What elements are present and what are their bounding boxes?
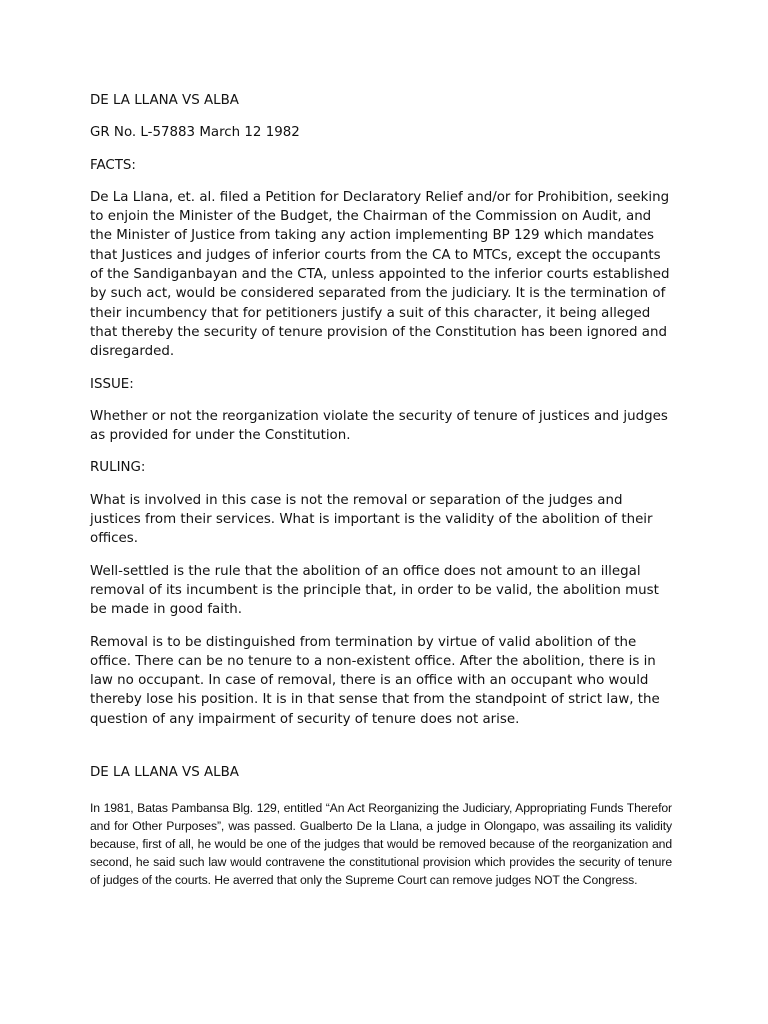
summary-paragraph: In 1981, Batas Pambansa Blg. 129, entitled “An Act Reorganizing the Judiciary, Appropriating Funds Therefor and for Other Purposes”, was passed. Gualberto De la Llana, a judge in Olongapo, was assailing its validity because, first of all, he would be one of the judges that would be removed because of the reorganization and second, he said such law would contravene the constitutional provision which provides the security of tenure of judges of the courts. He averred that only the Supreme Court can remove judges NOT the Congress. (90, 801, 672, 887)
ruling-paragraph: Well-settled is the rule that the abolition of an office does not amount to an illegal removal of its incumbent is the principle that, in order to be valid, the abolition must be made in good faith. (90, 563, 659, 618)
issue-label: ISSUE: (90, 376, 134, 392)
ruling-label: RULING: (90, 460, 146, 476)
facts-paragraph: De La Llana, et. al. filed a Petition for Declaratory Relief and/or for Prohibition, seeking to enjoin the Minister of the Budget, the Chairman of the Commission on Audit, and the Minister of Justice from taking any action implementing BP 129 which mandates that Justices and judges of inferior courts from the CA to MTCs, except the occupants of the Sandiganbayan and the CTA, unless appointed to the inferior courts established by such act, would be considered separated from the judiciary. It is the termination of their incumbency that for petitioners justify a suit of this character, it being alleged that thereby the security of tenure provision of the Constitution has been ignored and disregarded. (90, 189, 670, 360)
ruling-paragraph: What is involved in this case is not the removal or separation of the judges and justices from their services. What is important is the validity of the abolition of their offices. (90, 492, 653, 547)
ruling-paragraph: Removal is to be distinguished from termination by virtue of valid abolition of the office. There can be no tenure to a non-existent office. After the abolition, there is in law no occupant. In case of removal, there is an office with an occupant who would thereby lose his position. It is in that sense that from the standpoint of strict law, the question of any impairment of security of tenure does not arise. (90, 634, 660, 727)
case-number: GR No. L-57883 March 12 1982 (90, 125, 300, 141)
facts-label: FACTS: (90, 157, 136, 173)
document-page (90, 91, 672, 890)
document-title: DE LA LLANA VS ALBA (90, 93, 239, 108)
issue-paragraph: Whether or not the reorganization violate the security of tenure of justices and judges as provided for under the Constitution. (90, 408, 668, 444)
second-title: DE LA LLANA VS ALBA (90, 765, 239, 781)
